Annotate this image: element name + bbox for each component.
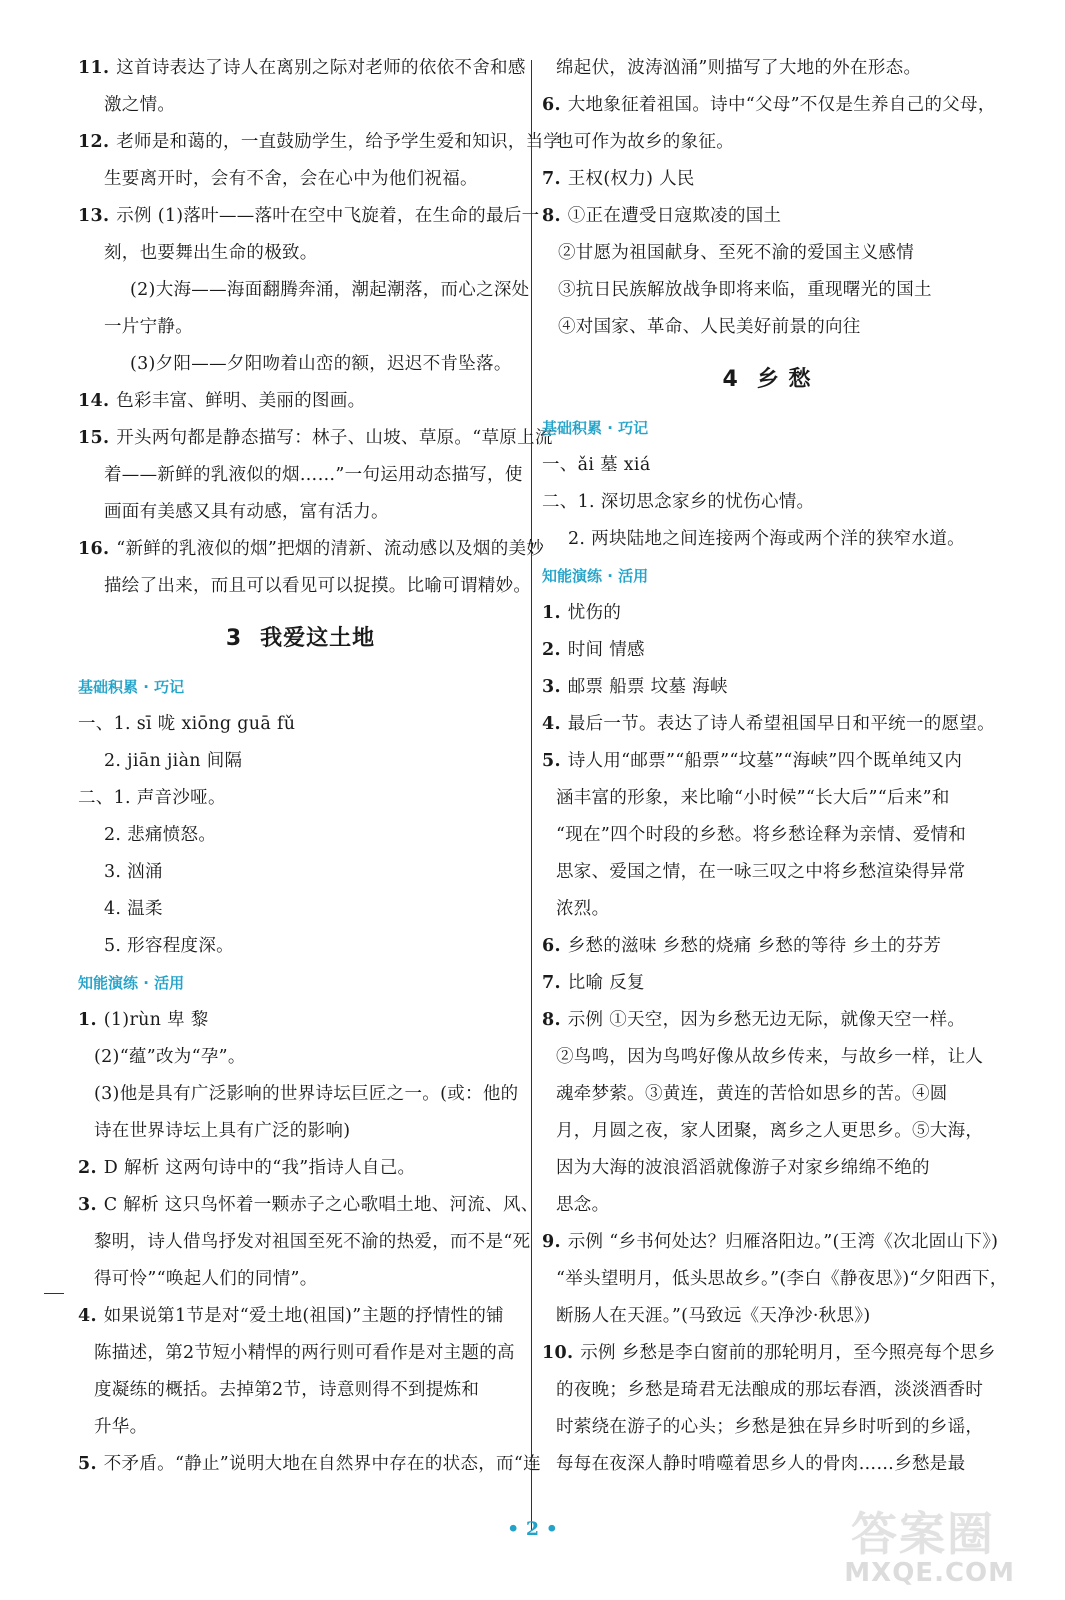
answer-13: 13. 示例 (1)落叶——落叶在空中飞旋着，在生命的最后一 xyxy=(78,206,540,226)
l4-practice-5-cont3: 思家、爱国之情，在一咏三叹之中将乡愁渲染得异常 xyxy=(556,862,966,882)
practice-3-cont2: 得可怜”“唤起人们的同情”。 xyxy=(94,1269,318,1289)
answer-2-4: 4. 温柔 xyxy=(104,899,163,919)
answer-2-2: 2. 悲痛愤怒。 xyxy=(104,825,217,845)
l4-practice-5-cont4: 浓烈。 xyxy=(556,899,610,919)
answer-15: 15. 开头两句都是静态描写：林子、山坡、草原。“草原上流 xyxy=(78,428,553,448)
practice-3-cont1: 黎明，诗人借鸟抒发对祖国至死不渝的热爱，而不是“死 xyxy=(94,1232,531,1252)
practice-5-cont: 绵起伏，波涛汹涌”则描写了大地的外在形态。 xyxy=(556,58,922,78)
watermark-text: 答案圈 xyxy=(851,1507,995,1561)
page-number: • 2 • xyxy=(507,1518,558,1540)
practice-1-3-cont: 诗在世界诗坛上具有广泛的影响) xyxy=(94,1121,351,1141)
answer-2-5: 5. 形容程度深。 xyxy=(104,936,234,956)
section-skill-practice-2: 知能演练 · 活用 xyxy=(542,567,649,585)
l4-practice-1: 1. 忧伤的 xyxy=(542,603,622,623)
l4-practice-10-cont2: 时萦绕在游子的心头；乡愁是独在异乡时听到的乡谣， xyxy=(556,1417,984,1437)
l4-practice-4: 4. 最后一节。表达了诗人希望祖国早日和平统一的愿望。 xyxy=(542,714,995,734)
left-column xyxy=(78,50,562,1483)
l4-practice-9: 9. 示例 “乡书何处达？归雁洛阳边。”(王湾《次北固山下》) xyxy=(542,1232,999,1252)
l4-practice-8-cont5: 思念。 xyxy=(556,1195,610,1215)
margin-mark xyxy=(44,1293,64,1294)
practice-3: 3. C 解析 这只鸟怀着一颗赤子之心歌唱土地、河流、风、 xyxy=(78,1195,539,1215)
l4-practice-9-cont1: “举头望明月，低头思故乡。”(李白《静夜思》)“夕阳西下， xyxy=(556,1269,1008,1289)
practice-1-2: (2)“蕴”改为“孕”。 xyxy=(94,1047,246,1067)
practice-4-cont3: 升华。 xyxy=(94,1417,148,1437)
l4-practice-8-cont4: 因为大海的波浪滔滔就像游子对家乡绵绵不绝的 xyxy=(556,1158,930,1178)
answer-12-cont: 生要离开时，会有不舍，会在心中为他们祝福。 xyxy=(104,169,478,189)
practice-8-3: ③抗日民族解放战争即将来临，重现曙光的国土 xyxy=(558,280,932,300)
answer-2-3: 3. 汹涌 xyxy=(104,862,163,882)
l4-practice-5: 5. 诗人用“邮票”“船票”“坟墓”“海峡”四个既单纯又内 xyxy=(542,751,963,771)
watermark-logo xyxy=(825,1498,1025,1588)
answer-1-2: 2. jiān jiàn 间隔 xyxy=(104,751,243,771)
l4-answer-2-2: 2. 两块陆地之间连接两个海或两个洋的狭窄水道。 xyxy=(568,529,965,549)
right-column xyxy=(542,50,1008,1483)
section-basic-accumulation: 基础积累 · 巧记 xyxy=(78,678,185,696)
l4-practice-10-cont1: 的夜晚；乡愁是琦君无法酿成的那坛春酒，淡淡酒香时 xyxy=(556,1380,984,1400)
answer-16-cont: 描绘了出来，而且可以看见可以捉摸。比喻可谓精妙。 xyxy=(104,576,532,596)
l4-practice-10-cont3: 每每在夜深人静时啃噬着思乡人的骨肉……乡愁是最 xyxy=(556,1454,966,1474)
answer-14: 14. 色彩丰富、鲜明、美丽的图画。 xyxy=(78,391,366,411)
answer-1-1: 一、1. sī 咙 xiōng guā fǔ xyxy=(78,714,296,734)
l4-practice-7: 7. 比喻 反复 xyxy=(542,973,645,993)
l4-practice-3: 3. 邮票 船票 坟墓 海峡 xyxy=(542,677,728,697)
answer-2-1: 二、1. 声音沙哑。 xyxy=(78,788,226,808)
practice-1-3: (3)他是具有广泛影响的世界诗坛巨匠之一。(或：他的 xyxy=(94,1084,519,1104)
l4-practice-9-cont2: 断肠人在天涯。”(马致远《天净沙·秋思》) xyxy=(556,1306,871,1326)
l4-practice-8-cont3: 月，月圆之夜，家人团聚，离乡之人更思乡。⑤大海， xyxy=(556,1121,984,1141)
l4-practice-5-cont2: “现在”四个时段的乡愁。将乡愁诠释为亲情、爱情和 xyxy=(556,825,967,845)
answer-13-cont: 刻，也要舞出生命的极致。 xyxy=(104,243,318,263)
answer-13-ex3: (3)夕阳——夕阳吻着山峦的额，迟迟不肯坠落。 xyxy=(130,354,512,374)
watermark-url: MXQE.COM xyxy=(844,1558,1015,1588)
l4-practice-8-cont2: 魂牵梦萦。③黄连，黄连的苦恰如思乡的苦。④圆 xyxy=(556,1084,948,1104)
practice-8-2: ②甘愿为祖国献身、至死不渝的爱国主义感情 xyxy=(558,243,914,263)
answer-11-cont: 激之情。 xyxy=(104,95,176,115)
l4-practice-5-cont1: 涵丰富的形象，来比喻“小时候”“长大后”“后来”和 xyxy=(556,788,950,808)
practice-7: 7. 王权(权力) 人民 xyxy=(542,169,695,189)
answer-11: 11. 这首诗表达了诗人在离别之际对老师的依依不舍和感 xyxy=(78,58,526,78)
practice-4: 4. 如果说第1节是对“爱土地(祖国)”主题的抒情性的铺 xyxy=(78,1306,504,1326)
l4-practice-8: 8. 示例 ①天空，因为乡愁无边无际，就像天空一样。 xyxy=(542,1010,966,1030)
practice-8-4: ④对国家、革命、人民美好前景的向往 xyxy=(558,317,861,337)
answer-15-cont1: 着——新鲜的乳液似的烟……”一句运用动态描写，使 xyxy=(104,465,523,485)
l4-practice-8-cont1: ②鸟鸣，因为鸟鸣好像从故乡传来，与故乡一样，让人 xyxy=(556,1047,984,1067)
answer-16: 16. “新鲜的乳液似的烟”把烟的清新、流动感以及烟的美妙 xyxy=(78,539,545,559)
l4-practice-6: 6. 乡愁的滋味 乡愁的烧痛 乡愁的等待 乡土的芬芳 xyxy=(542,936,942,956)
practice-1: 1. (1)rùn 卑 黎 xyxy=(78,1010,209,1030)
practice-4-cont1: 陈描述，第2节短小精悍的两行则可看作是对主题的高 xyxy=(94,1343,515,1363)
section-basic-accumulation-2: 基础积累 · 巧记 xyxy=(542,419,649,437)
l4-practice-2: 2. 时间 情感 xyxy=(542,640,645,660)
l4-answer-1: 一、ǎi 墓 xiá xyxy=(542,455,651,475)
practice-6: 6. 大地象征着祖国。诗中“父母”不仅是生养自己的父母， xyxy=(542,95,996,115)
practice-6-cont: 也可作为故乡的象征。 xyxy=(556,132,734,152)
l4-answer-2-1: 二、1. 深切思念家乡的忧伤心情。 xyxy=(542,492,815,512)
practice-4-cont2: 度凝练的概括。去掉第2节，诗意则得不到提炼和 xyxy=(94,1380,480,1400)
answer-12: 12. 老师是和蔼的，一直鼓励学生，给予学生爱和知识，当学 xyxy=(78,132,562,152)
lesson-3-title: 3 我爱这土地 xyxy=(225,626,376,651)
practice-8: 8. ①正在遭受日寇欺凌的国土 xyxy=(542,206,782,226)
l4-practice-10: 10. 示例 乡愁是李白窗前的那轮明月，至今照亮每个思乡 xyxy=(542,1343,996,1363)
section-skill-practice: 知能演练 · 活用 xyxy=(78,974,185,992)
practice-5: 5. 不矛盾。“静止”说明大地在自然界中存在的状态，而“连 xyxy=(78,1454,541,1474)
answer-13-ex2-cont: 一片宁静。 xyxy=(104,317,193,337)
answer-13-ex2: (2)大海——海面翻腾奔涌，潮起潮落，而心之深处 xyxy=(130,280,530,300)
column-divider xyxy=(531,60,532,1530)
answer-15-cont2: 画面有美感又具有动感，富有活力。 xyxy=(104,502,389,522)
lesson-4-title: 4 乡 愁 xyxy=(722,367,812,392)
practice-2: 2. D 解析 这两句诗中的“我”指诗人自己。 xyxy=(78,1158,416,1178)
